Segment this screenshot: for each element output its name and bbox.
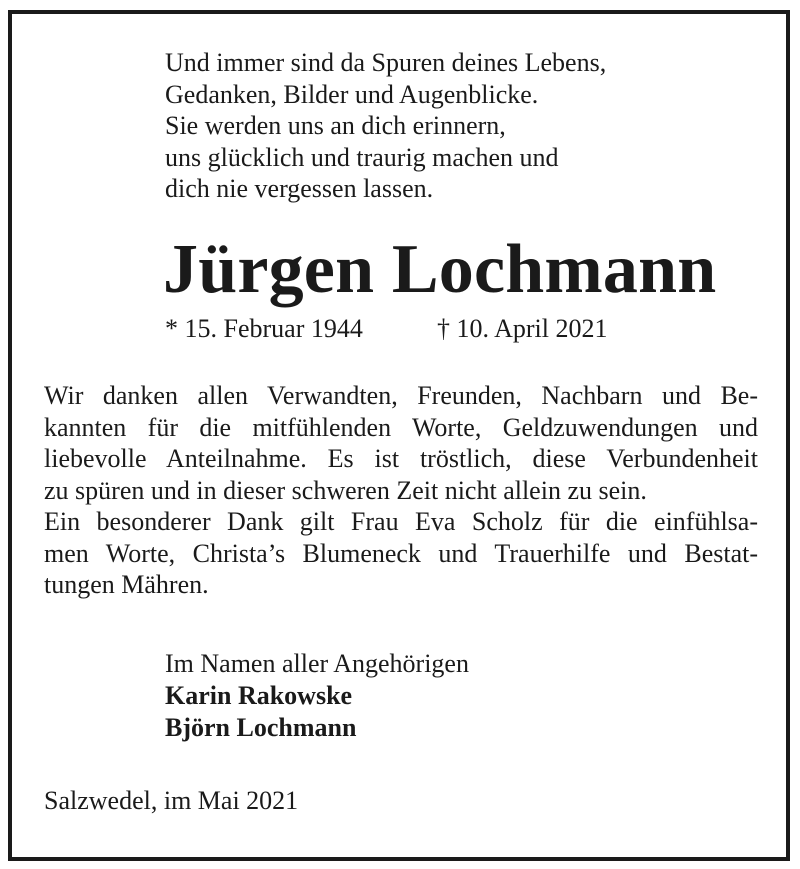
poem-line: Und immer sind da Spuren deines Lebens, bbox=[165, 48, 607, 77]
poem-line: Sie werden uns an dich erinnern, bbox=[165, 111, 506, 140]
poem-line: dich nie vergessen lassen. bbox=[165, 174, 434, 203]
signature-name: Karin Rakowske bbox=[165, 681, 353, 710]
thank-you-text bbox=[44, 380, 758, 601]
signature-intro: Im Namen aller Angehörigen bbox=[165, 649, 469, 678]
deceased-name: Jürgen Lochmann bbox=[163, 231, 717, 308]
signature-block bbox=[165, 648, 469, 744]
body-line: kannten für die mitfühlenden Worte, Geldzuwendungen und bbox=[44, 412, 758, 442]
poem-line: uns glücklich und traurig machen und bbox=[165, 142, 559, 172]
birth-date: * 15. Februar 1944 bbox=[165, 314, 363, 343]
body-line: men Worte, Christa’s Blumeneck und Trauerhilfe und Bestat- bbox=[44, 538, 758, 568]
poem-line: Gedanken, Bilder und Augenblicke. bbox=[165, 79, 539, 109]
memorial-poem bbox=[165, 47, 606, 205]
death-date: † 10. April 2021 bbox=[437, 314, 608, 343]
place-and-date: Salzwedel, im Mai 2021 bbox=[44, 786, 299, 815]
body-line: Wir danken allen Verwandten, Freunden, Nachbarn und Be- bbox=[44, 381, 758, 410]
signature-name: Björn Lochmann bbox=[165, 713, 357, 742]
body-line: liebevolle Anteilnahme. Es ist tröstlich, diese Verbundenheit bbox=[44, 444, 758, 473]
body-line: zu spüren und in dieser schweren Zeit nicht allein zu sein. bbox=[44, 475, 647, 505]
body-line: Ein besonderer Dank gilt Frau Eva Scholz für die einfühlsa- bbox=[44, 507, 758, 536]
body-line: tungen Mähren. bbox=[44, 570, 209, 599]
